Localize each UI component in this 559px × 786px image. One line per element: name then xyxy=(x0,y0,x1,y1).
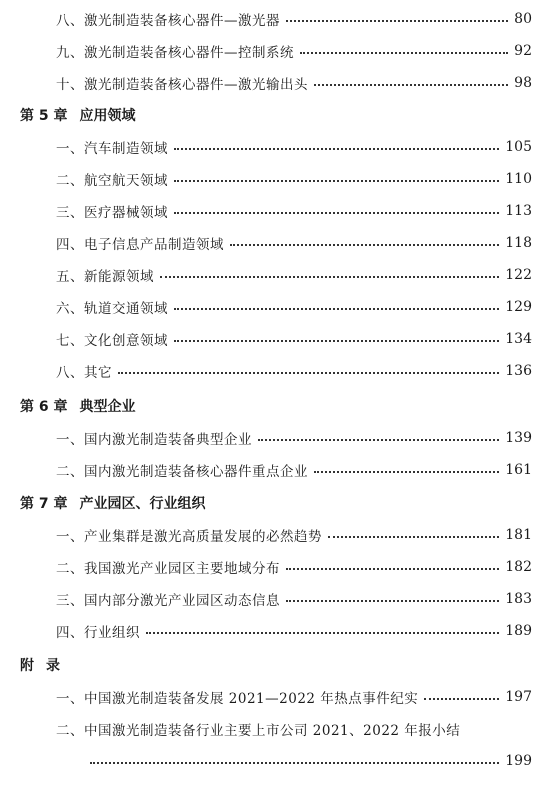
toc-entry[interactable] xyxy=(56,588,532,610)
toc-page-number: 113 xyxy=(505,203,532,219)
toc-page-number: 189 xyxy=(505,623,532,639)
chapter-heading xyxy=(20,395,136,417)
toc-entry-title: 一、中国激光制造装备发展 2021—2022 年热点事件纪实 xyxy=(56,691,419,707)
toc-entry-continuation[interactable] xyxy=(90,750,532,772)
toc-entry-title: 三、医疗器械领域 xyxy=(56,205,168,221)
chapter-number: 第 5 章 xyxy=(20,108,68,124)
toc-page-number: 110 xyxy=(505,171,532,187)
dot-leader xyxy=(230,244,499,246)
toc-page-number: 98 xyxy=(514,75,532,91)
toc-page-number: 181 xyxy=(505,527,532,543)
chapter-title: 典型企业 xyxy=(79,399,136,415)
toc-entry-title: 二、中国激光制造装备行业主要上市公司 2021、2022 年报小结 xyxy=(56,723,461,739)
chapter-heading xyxy=(20,654,60,676)
toc-entry[interactable] xyxy=(56,427,532,449)
toc-page-number: 92 xyxy=(514,43,532,59)
toc-entry-title: 二、我国激光产业园区主要地域分布 xyxy=(56,561,280,577)
toc-entry-title: 三、国内部分激光产业园区动态信息 xyxy=(56,593,280,609)
dot-leader xyxy=(146,632,499,634)
toc-page-number: 129 xyxy=(505,299,532,315)
toc-entry[interactable] xyxy=(56,136,532,158)
chapter-number: 第 7 章 xyxy=(20,496,68,512)
toc-entry-title: 四、行业组织 xyxy=(56,625,140,641)
toc-entry-title: 二、航空航天领域 xyxy=(56,173,168,189)
toc-entry-title: 六、轨道交通领域 xyxy=(56,301,168,317)
toc-entry[interactable] xyxy=(56,8,532,30)
dot-leader xyxy=(286,20,508,22)
dot-leader xyxy=(174,148,499,150)
dot-leader xyxy=(286,600,499,602)
dot-leader xyxy=(174,212,499,214)
toc-entry[interactable] xyxy=(56,296,532,318)
toc-page-number: 139 xyxy=(505,430,532,446)
toc-page-number: 105 xyxy=(505,139,532,155)
toc-entry[interactable] xyxy=(56,360,532,382)
toc-entry-title: 四、电子信息产品制造领域 xyxy=(56,237,224,253)
toc-entry-title: 七、文化创意领域 xyxy=(56,333,168,349)
toc-page-number: 134 xyxy=(505,331,532,347)
toc-entry-title: 一、国内激光制造装备典型企业 xyxy=(56,432,252,448)
toc-entry[interactable] xyxy=(56,686,532,708)
toc-entry[interactable] xyxy=(56,40,532,62)
toc-entry[interactable] xyxy=(56,459,532,481)
toc-entry-title: 五、新能源领域 xyxy=(56,269,154,285)
toc-entry[interactable] xyxy=(56,620,532,642)
toc-page-number: 161 xyxy=(505,462,532,478)
toc-page-number: 183 xyxy=(505,591,532,607)
chapter-title: 产业园区、行业组织 xyxy=(79,496,206,512)
toc-page-number: 182 xyxy=(505,559,532,575)
toc-entry[interactable] xyxy=(56,72,532,94)
chapter-title: 应用领域 xyxy=(79,108,136,124)
toc-entry-title: 十、激光制造装备核心器件—激光输出头 xyxy=(56,77,308,93)
dot-leader xyxy=(424,698,499,700)
dot-leader xyxy=(160,276,499,278)
dot-leader xyxy=(328,536,499,538)
toc-entry[interactable] xyxy=(56,200,532,222)
dot-leader xyxy=(286,568,499,570)
dot-leader xyxy=(300,52,508,54)
dot-leader xyxy=(258,439,499,441)
toc-entry[interactable] xyxy=(56,718,532,740)
dot-leader xyxy=(90,762,499,764)
toc-page-number: 122 xyxy=(505,267,532,283)
toc-entry-title: 九、激光制造装备核心器件—控制系统 xyxy=(56,45,294,61)
toc-entry-title: 一、产业集群是激光高质量发展的必然趋势 xyxy=(56,529,322,545)
dot-leader xyxy=(314,471,499,473)
toc-entry[interactable] xyxy=(56,556,532,578)
dot-leader xyxy=(314,84,508,86)
toc-page-number: 118 xyxy=(505,235,532,251)
toc-page-number: 199 xyxy=(505,753,532,769)
dot-leader xyxy=(174,180,499,182)
dot-leader xyxy=(174,340,499,342)
chapter-number: 附 xyxy=(20,658,34,674)
toc-entry-title: 八、激光制造装备核心器件—激光器 xyxy=(56,13,280,29)
chapter-number: 第 6 章 xyxy=(20,399,68,415)
toc-entry[interactable] xyxy=(56,264,532,286)
toc-entry-title: 一、汽车制造领域 xyxy=(56,141,168,157)
toc-entry[interactable] xyxy=(56,328,532,350)
toc-entry[interactable] xyxy=(56,524,532,546)
dot-leader xyxy=(118,372,499,374)
dot-leader xyxy=(174,308,499,310)
toc-entry-title: 二、国内激光制造装备核心器件重点企业 xyxy=(56,464,308,480)
toc-entry[interactable] xyxy=(56,232,532,254)
toc-page-number: 197 xyxy=(505,689,532,705)
chapter-title: 录 xyxy=(46,658,60,674)
chapter-heading xyxy=(20,104,136,126)
toc-entry-title: 八、其它 xyxy=(56,365,112,381)
chapter-heading xyxy=(20,492,206,514)
toc-page-number: 80 xyxy=(514,11,532,27)
toc-page-number: 136 xyxy=(505,363,532,379)
toc-entry[interactable] xyxy=(56,168,532,190)
